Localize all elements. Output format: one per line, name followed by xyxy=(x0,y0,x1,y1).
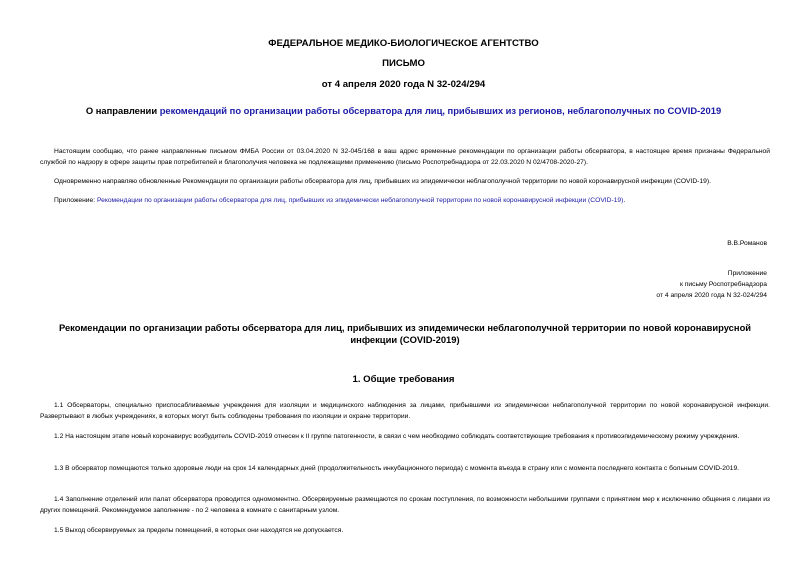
item-1-4: 1.4 Заполнение отделений или палат обсерватора проводится одномоментно. Обсервируемые размещаются по срокам поступления, по возможности небольшими группами с принятием мер к исключению общения с лицами из других помещений. Рекомендуемое заполнение - по 2 человека в комнате с санитарным узлом. xyxy=(40,496,770,514)
subject-link[interactable]: рекомендаций по организации работы обсерватора для лиц, прибывших из регионов, неблагополучных по COVID-2019 xyxy=(159,105,722,116)
attachment-link[interactable]: Рекомендации по организации работы обсерватора для лиц, прибывших из эпидемически неблагополучной территории по новой коронавирусной инфекции (COVID-19) xyxy=(96,197,624,204)
appendix-line-2: к письму Роспотребнадзора xyxy=(680,281,767,288)
attachment-suffix: . xyxy=(623,197,626,204)
document-date-number: от 4 апреля 2020 года N 32-024/294 xyxy=(321,79,486,90)
item-1-2: 1.2 На настоящем этапе новый коронавирус возбудитель COVID-2019 отнесен к II группе патогенности, в связи с чем необходимо соблюдать соответствующие требования к противоэпидемическому режиму учреждения. xyxy=(54,433,740,440)
item-1-5: 1.5 Выход обсервируемых за пределы помещений, в которых они находятся не допускается. xyxy=(54,527,344,534)
signature: В.В.Романов xyxy=(727,240,767,247)
agency-name: ФЕДЕРАЛЬНОЕ МЕДИКО-БИОЛОГИЧЕСКОЕ АГЕНТСТВО xyxy=(268,38,539,49)
appendix-line-1: Приложение xyxy=(727,270,767,277)
appendix-reference xyxy=(656,268,767,301)
subject-prefix: О направлении xyxy=(85,105,160,116)
body-paragraph-2: Одновременно направляю обновленные Рекомендации по организации работы обсерватора для лиц, прибывших из эпидемически неблагополучной территории по новой коронавирусной инфекции (COVID-19). xyxy=(54,178,711,185)
section-1-title: 1. Общие требования xyxy=(352,374,455,385)
item-1-3: 1.3 В обсерватор помещаются только здоровые люди на срок 14 календарных дней (продолжительность инкубационного периода) с момента въезда в страну или с момента последнего контакта с больным COVID-2019. xyxy=(54,465,740,472)
body-paragraph-attachment xyxy=(40,196,770,207)
document-subject xyxy=(0,105,807,116)
attachment-prefix: Приложение: xyxy=(54,197,97,204)
item-1-1: 1.1 Обсерваторы, специально приспосабливаемые учреждения для изоляции и медицинского наблюдения за лицами, прибывшими из эпидемически неблагополучной территории по новой коронавирусной инфекции. Развертывают в любых учреждениях, в которых могут быть соблюдены требования по изоляции и охране территории. xyxy=(40,402,770,420)
body-paragraph-1: Настоящим сообщаю, что ранее направленные письмом ФМБА России от 03.04.2020 N 32-045/168 в ваш адрес временные рекомендации по организации работы обсерватора, в настоящее время признаны Федеральной службой по надзору в сфере защиты прав потребителей и благополучия человека не подлежащими применению (письмо Роспотребнадзора от 22.03.2020 N 02/4708-2020-27). xyxy=(40,148,770,166)
recommendations-title: Рекомендации по организации работы обсерватора для лиц, прибывших из эпидемически неблагополучной территории по новой коронавирусной инфекции (COVID-2019) xyxy=(58,322,752,345)
document-type: ПИСЬМО xyxy=(382,58,425,69)
appendix-line-3: от 4 апреля 2020 года N 32-024/294 xyxy=(656,292,767,299)
